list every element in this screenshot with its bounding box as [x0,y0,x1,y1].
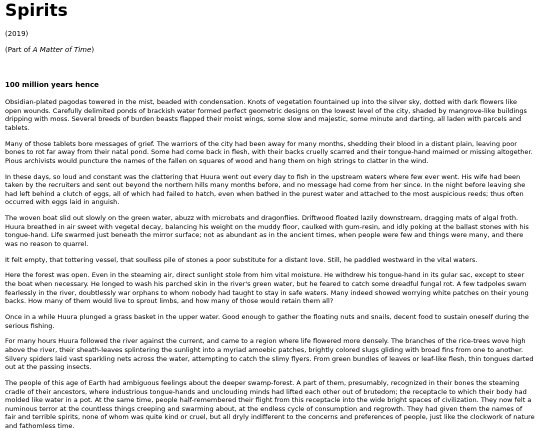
story-paragraph: For many hours Huura followed the river against the current, and came to a region where life flowered more densely. The branches of the rice-trees wove high above the river, their sheath-leaves splintering the sunlight into a myriad amoebic patches, brightly colored slugs gliding with broad fins from one to another. Silvery spiders laid vast sparkling nets across the water, attempting to catch the slimy flyers. From green bundles of leaves or leaf-like flesh, thin tongues darted out at the passing insects. [5,337,534,372]
story-paragraph: Many of those tablets bore messages of grief. The warriors of the city had been away for many months, shedding their blood in a distant plain, leaving poor bones to rot far away from their natal pond. Some had come back in flesh, with their backs cruelly scarred and their tongue-hand maimed or missing altogether. Pious archivists would puncture the names of the fallen on squares of wood and hang them on high strings to clatter in the wind. [5,139,533,165]
series-note-prefix: (Part of [5,46,33,54]
story-paragraph: Here the forest was open. Even in the steaming air, direct sunlight stole from him vital moisture. He withdrew his tongue-hand in its gular sac, except to steer the boat when necessary. He longed to wash his parched skin in the river's green water, but he feared to catch some dreadful fungal rot. A few tadpoles swam fearlessly in the river, doubtlessly war orphans to whom nobody had taught to stay in safe waters. Many indeed showed worrying white patches on their young backs. How many of them would live to sprout limbs, and how many of those would retain them all? [5,271,529,306]
series-note [5,46,535,55]
story-paragraph: The people of this age of Earth had ambiguous feelings about the deeper swamp-forest. A part of them, presumably, recognized in their bones the steaming cradle of their ancestors, where industrious tongue-hands and unclouding minds had lifted each other out of brutedom; the receptacle to which their body had molded like water in a pot. At the same time, people half-remembered their flight from this receptacle into the wide bright spaces of civilization. They now felt a numinous terror at the countless things creeping and swarming about, at the endless cycle of consumption and regrowth. They had given them the names of fair and terrible spirits, none of whom was quite kind or cruel, but all dryly indifferent to the concerns and preferences of people, just like the clockwork of nature and fathomless time. [5,378,535,430]
publication-year: (2019) [5,30,29,38]
series-title-link[interactable]: A Matter of Time [32,46,92,54]
page-title: Spirits [5,1,68,21]
story-paragraph: In these days, so loud and constant was the clattering that Huura went out every day to fish in the upstream waters where few ever went. His wife had been taken by the recruiters and sent out beyond the northern hills many months before, and no message had come from her since. In the night before leaving she had left behind a clutch of eggs, all of which had failed to hatch, even when bathed in the purest water and attached to the most auspicious reeds; thus often occurred with eggs laid in anguish. [5,172,526,207]
series-note-suffix: ) [91,46,95,54]
story-paragraph: The woven boat slid out slowly on the green water, abuzz with microbats and dragonflies. Driftwood floated lazily downstream, dragging mats of algal froth. Huura breathed in air sweet with vegetal decay, balancing his weight on the muddy floor, caulked with gum-resin, and idly poking at the ballast stones with his tongue-hand. Life swarmed just beneath the mirror surface; not as abundant as in the ancient times, when people were few and things were many, and there was no reason to quarrel. [5,214,529,248]
story-paragraph: Once in a while Huura plunged a grass basket in the upper water. Good enough to gather the floating nuts and snails, decent food to sustain oneself during the serious fishing. [5,313,529,330]
section-heading: 100 million years hence [5,81,99,89]
story-paragraph: Obsidian-plated pagodas towered in the mist, beaded with condensation. Knots of vegetation fountained up into the silver sky, dotted with dark flowers like open wounds. Carefully delimited ponds of brackish water formed perfect geometric designs on the lowest level of the city, shaded by mangrove-like buildings dripping with moss. Several breeds of burden beasts flapped their moist wings, some slow and majestic, some minute and darting, all laden with parcels and tablets. [5,98,527,132]
story-paragraph: It felt empty, that tottering vessel, that soulless pile of stones a poor substitute for a distant love. Still, he paddled westward in the vital waters. [5,255,478,264]
